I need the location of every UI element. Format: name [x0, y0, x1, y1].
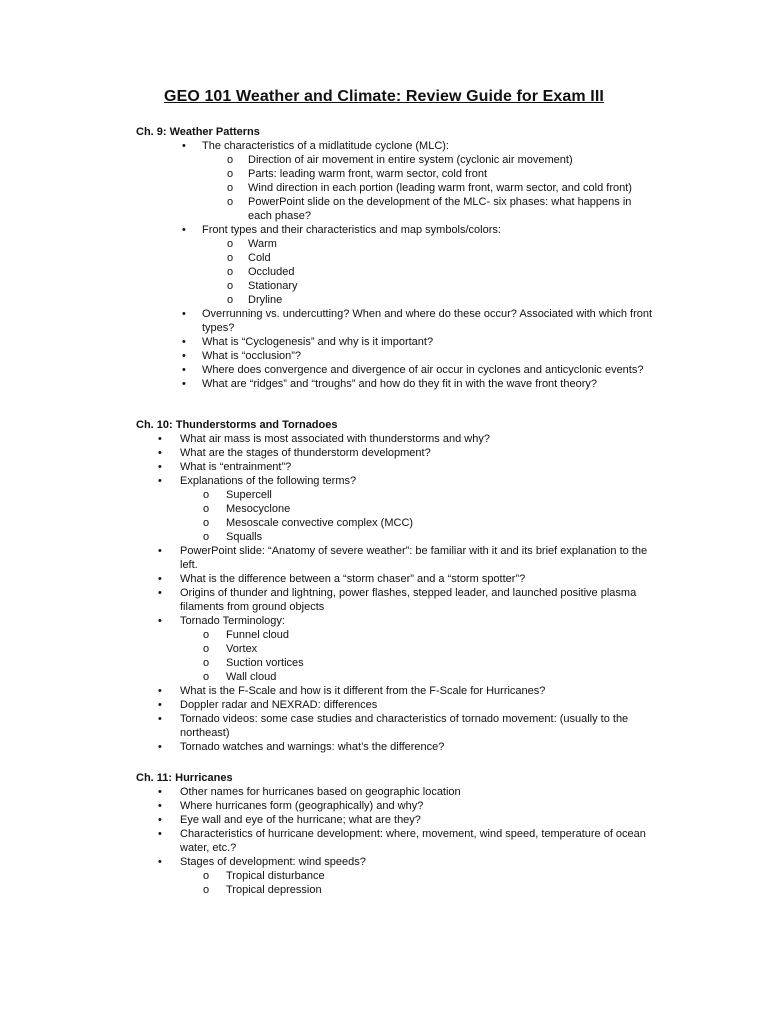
list-item-text: Stages of development: wind speeds? — [180, 856, 366, 868]
bullet-list — [136, 785, 656, 897]
bullet-icon: • — [158, 786, 162, 798]
list-item — [136, 544, 656, 572]
list-item — [136, 377, 656, 391]
list-item-text: Origins of thunder and lightning, power flashes, stepped leader, and launched positive plasma filaments from ground objects — [180, 587, 637, 613]
document-title: GEO 101 Weather and Climate: Review Guide for Exam III — [164, 88, 604, 105]
bullet-icon: • — [158, 828, 162, 840]
sub-list-item — [136, 237, 656, 251]
list-item-text: What are the stages of thunderstorm development? — [180, 447, 431, 459]
list-item — [136, 460, 656, 474]
circle-bullet-icon: o — [227, 182, 234, 194]
sub-list-item — [136, 293, 656, 307]
list-item — [136, 363, 656, 377]
bullet-icon: • — [158, 433, 162, 445]
circle-bullet-icon: o — [203, 489, 210, 501]
sub-list-item-text: Cold — [248, 252, 271, 264]
circle-bullet-icon: o — [203, 531, 210, 543]
bullet-icon: • — [182, 308, 186, 320]
bullet-icon: • — [158, 814, 162, 826]
bullet-icon: • — [158, 856, 162, 868]
list-item-text: Eye wall and eye of the hurricane; what are they? — [180, 814, 421, 826]
sub-list-item — [136, 251, 656, 265]
bullet-icon: • — [158, 699, 162, 711]
bullet-icon: • — [158, 615, 162, 627]
bullet-icon: • — [158, 573, 162, 585]
bullet-icon: • — [158, 741, 162, 753]
sub-list-item-text: Stationary — [248, 280, 298, 292]
sub-list-item-text: PowerPoint slide on the development of the MLC- six phases: what happens in each phase? — [248, 196, 632, 222]
circle-bullet-icon: o — [203, 517, 210, 529]
sub-list-item — [136, 656, 656, 670]
list-item-text: The characteristics of a midlatitude cyclone (MLC): — [202, 140, 449, 152]
bullet-icon: • — [158, 587, 162, 599]
bullet-icon: • — [182, 336, 186, 348]
sub-list-item-text: Wind direction in each portion (leading warm front, warm sector, and cold front) — [248, 182, 632, 194]
list-item — [136, 813, 656, 827]
sub-list-item-text: Mesocyclone — [226, 503, 291, 515]
sub-list-item-text: Squalls — [226, 531, 263, 543]
list-item-text: Characteristics of hurricane development: where, movement, wind speed, temperature of ocean water, etc.? — [180, 828, 646, 854]
sub-list-item — [136, 883, 656, 897]
list-item — [136, 432, 656, 446]
list-item — [136, 799, 656, 813]
list-item-text: What air mass is most associated with thunderstorms and why? — [180, 433, 490, 445]
bullet-list — [136, 432, 656, 754]
sub-list-item — [136, 167, 656, 181]
bullet-list — [136, 139, 656, 391]
list-item-text: Tornado videos: some case studies and characteristics of tornado movement: (usually to the northeast) — [180, 713, 629, 739]
list-item-text: What is “occlusion”? — [202, 350, 302, 362]
circle-bullet-icon: o — [227, 168, 234, 180]
list-item-text: What is the F-Scale and how is it different from the F-Scale for Hurricanes? — [180, 685, 546, 697]
sub-list-item-text: Mesoscale convective complex (MCC) — [226, 517, 414, 529]
list-item-text: Overrunning vs. undercutting? When and where do these occur? Associated with which front types? — [202, 308, 653, 334]
sub-list-item-text: Tropical depression — [226, 884, 322, 896]
sub-list-item-text: Suction vortices — [226, 657, 304, 669]
section-ch11 — [136, 771, 656, 897]
sub-list-item-text: Tropical disturbance — [226, 870, 325, 882]
list-item-text: Tornado watches and warnings: what’s the difference? — [180, 741, 445, 753]
bullet-icon: • — [158, 685, 162, 697]
list-item — [136, 855, 656, 869]
circle-bullet-icon: o — [203, 671, 210, 683]
circle-bullet-icon: o — [227, 266, 234, 278]
section-ch9 — [136, 125, 656, 391]
circle-bullet-icon: o — [203, 643, 210, 655]
list-item-text: Where does convergence and divergence of air occur in cyclones and anticyclonic events? — [202, 364, 644, 376]
sub-list-item — [136, 530, 656, 544]
sub-list-item-text: Warm — [248, 238, 277, 250]
list-item — [136, 827, 656, 855]
section-ch10 — [136, 418, 656, 754]
section-heading: Ch. 10: Thunderstorms and Tornadoes — [136, 419, 338, 431]
list-item-text: Doppler radar and NEXRAD: differences — [180, 699, 378, 711]
sub-list-item — [136, 265, 656, 279]
list-item — [136, 307, 656, 335]
bullet-icon: • — [158, 800, 162, 812]
list-item — [136, 349, 656, 363]
sub-list-item-text: Dryline — [248, 294, 283, 306]
list-item — [136, 139, 656, 153]
circle-bullet-icon: o — [203, 629, 210, 641]
bullet-icon: • — [182, 378, 186, 390]
list-item — [136, 572, 656, 586]
sub-list-item — [136, 181, 656, 195]
section-heading: Ch. 9: Weather Patterns — [136, 126, 260, 138]
sub-list-item-text: Wall cloud — [226, 671, 277, 683]
circle-bullet-icon: o — [203, 870, 210, 882]
list-item-text: What are “ridges” and “troughs” and how do they fit in with the wave front theory? — [202, 378, 597, 390]
bullet-icon: • — [182, 224, 186, 236]
sub-list-item — [136, 153, 656, 167]
bullet-icon: • — [158, 461, 162, 473]
list-item-text: What is “entrainment”? — [180, 461, 292, 473]
list-item — [136, 684, 656, 698]
bullet-icon: • — [158, 475, 162, 487]
section-heading: Ch. 11: Hurricanes — [136, 772, 233, 784]
list-item-text: Other names for hurricanes based on geographic location — [180, 786, 461, 798]
circle-bullet-icon: o — [227, 280, 234, 292]
sub-list-item — [136, 516, 656, 530]
list-item — [136, 740, 656, 754]
list-item — [136, 698, 656, 712]
sub-list-item — [136, 670, 656, 684]
circle-bullet-icon: o — [227, 252, 234, 264]
circle-bullet-icon: o — [227, 238, 234, 250]
bullet-icon: • — [158, 545, 162, 557]
list-item — [136, 712, 656, 740]
sub-list-item — [136, 502, 656, 516]
list-item-text: Front types and their characteristics and map symbols/colors: — [202, 224, 501, 236]
list-item — [136, 223, 656, 237]
list-item-text: Where hurricanes form (geographically) and why? — [180, 800, 424, 812]
list-item-text: Tornado Terminology: — [180, 615, 285, 627]
sub-list-item-text: Supercell — [226, 489, 272, 501]
list-item-text: What is “Cyclogenesis” and why is it important? — [202, 336, 434, 348]
bullet-icon: • — [182, 140, 186, 152]
circle-bullet-icon: o — [203, 884, 210, 896]
bullet-icon: • — [182, 364, 186, 376]
circle-bullet-icon: o — [227, 154, 234, 166]
circle-bullet-icon: o — [227, 196, 234, 208]
list-item-text: What is the difference between a “storm chaser” and a “storm spotter”? — [180, 573, 526, 585]
sub-list-item — [136, 488, 656, 502]
sub-list-item-text: Direction of air movement in entire system (cyclonic air movement) — [248, 154, 573, 166]
list-item — [136, 474, 656, 488]
list-item — [136, 614, 656, 628]
sub-list-item-text: Parts: leading warm front, warm sector, cold front — [248, 168, 488, 180]
sub-list-item — [136, 195, 656, 223]
sub-list-item — [136, 869, 656, 883]
sub-list-item — [136, 628, 656, 642]
bullet-icon: • — [158, 713, 162, 725]
sub-list-item — [136, 279, 656, 293]
sub-list-item-text: Vortex — [226, 643, 258, 655]
bullet-icon: • — [182, 350, 186, 362]
circle-bullet-icon: o — [203, 503, 210, 515]
list-item — [136, 446, 656, 460]
list-item — [136, 785, 656, 799]
circle-bullet-icon: o — [227, 294, 234, 306]
sub-list-item — [136, 642, 656, 656]
list-item-text: Explanations of the following terms? — [180, 475, 357, 487]
circle-bullet-icon: o — [203, 657, 210, 669]
sub-list-item-text: Funnel cloud — [226, 629, 289, 641]
list-item-text: PowerPoint slide: “Anatomy of severe weather”: be familiar with it and its brief explanation to the left. — [180, 545, 648, 571]
list-item — [136, 335, 656, 349]
sub-list-item-text: Occluded — [248, 266, 295, 278]
list-item — [136, 586, 656, 614]
bullet-icon: • — [158, 447, 162, 459]
